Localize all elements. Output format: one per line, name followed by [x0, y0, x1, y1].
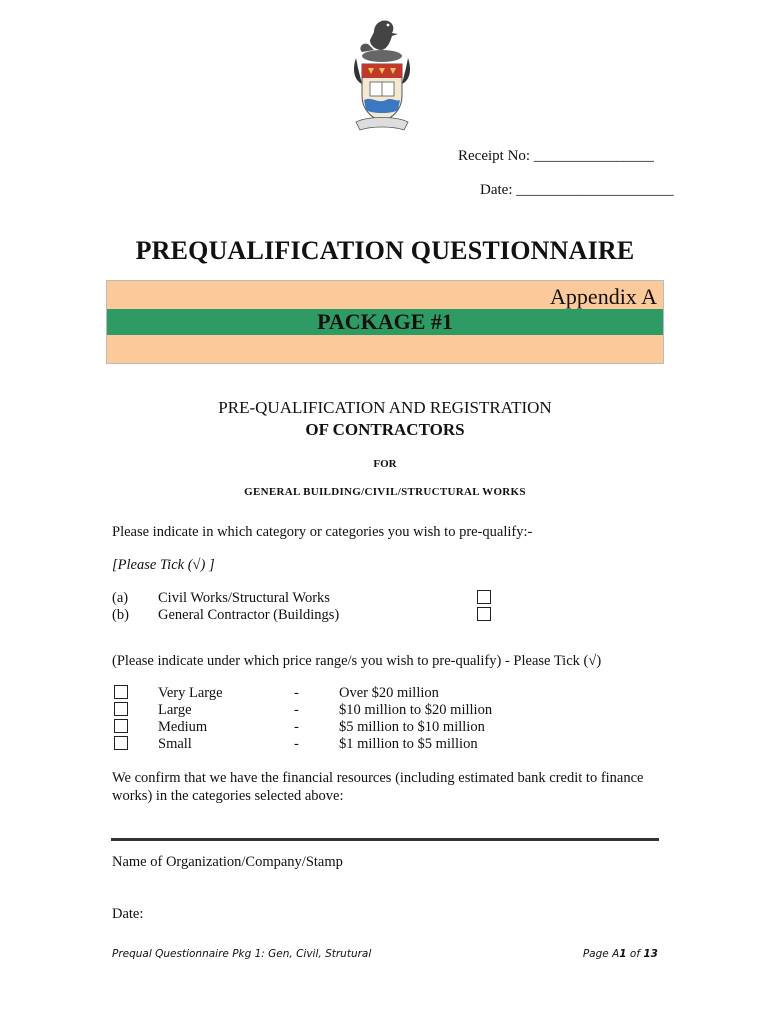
price-small-checkbox[interactable]: [114, 736, 128, 750]
price-range: Over $20 million: [339, 685, 439, 701]
university-crest-logo: [348, 14, 416, 134]
date-field-top: Date: _____________________: [480, 182, 674, 198]
category-b-letter: (b): [112, 607, 129, 623]
price-size: Medium: [158, 719, 208, 735]
price-size: Small: [158, 736, 192, 752]
subtitle-line2: OF CONTRACTORS: [305, 420, 465, 439]
price-medium-checkbox[interactable]: [114, 719, 128, 733]
confirm-line2: works) in the categories selected above:: [112, 788, 344, 804]
category-b-checkbox[interactable]: [477, 607, 491, 621]
page-title: PREQUALIFICATION QUESTIONNAIRE: [135, 236, 635, 265]
price-dash: -: [294, 702, 299, 718]
price-range: $5 million to $10 million: [339, 719, 485, 735]
subtitle-for: FOR: [373, 458, 397, 470]
receipt-number-field: Receipt No: ________________: [458, 148, 654, 164]
subtitle-works: GENERAL BUILDING/CIVIL/STRUCTURAL WORKS: [244, 486, 526, 498]
price-dash: -: [294, 685, 299, 701]
page-of: of: [626, 948, 644, 960]
category-prompt: Please indicate in which category or categories you wish to pre-qualify:-: [112, 524, 533, 540]
appendix-label: Appendix A: [550, 284, 657, 309]
footer-doc-name: Prequal Questionnaire Pkg 1: Gen, Civil, Strutural: [112, 948, 372, 960]
package-banner: [106, 280, 664, 364]
page-prefix: Page A: [582, 948, 620, 960]
confirm-line1: We confirm that we have the financial resources (including estimated bank credit to finance: [112, 770, 644, 786]
price-large-checkbox[interactable]: [114, 702, 128, 716]
price-size: Very Large: [158, 685, 223, 701]
price-dash: -: [294, 719, 299, 735]
date-label-bottom: Date:: [112, 906, 144, 922]
price-prompt: (Please indicate under which price range/s you wish to pre-qualify) - Please Tick (√): [112, 653, 602, 669]
price-range: $10 million to $20 million: [339, 702, 493, 718]
package-bar: [107, 309, 663, 335]
tick-note: [Please Tick (√) ]: [112, 557, 215, 573]
category-a-label: Civil Works/Structural Works: [158, 590, 330, 606]
price-dash: -: [294, 736, 299, 752]
price-very-large-checkbox[interactable]: [114, 685, 128, 699]
price-range: $1 million to $5 million: [339, 736, 478, 752]
package-label: PACKAGE #1: [317, 309, 453, 334]
organization-label: Name of Organization/Company/Stamp: [112, 854, 343, 870]
subtitle-line1: PRE-QUALIFICATION AND REGISTRATION: [218, 398, 552, 417]
page-current: 1: [619, 948, 627, 960]
page-total: 13: [643, 948, 658, 960]
footer-page-number: [583, 948, 658, 960]
price-size: Large: [158, 702, 192, 718]
category-a-letter: (a): [112, 590, 129, 606]
category-a-checkbox[interactable]: [477, 590, 491, 604]
signature-line: [111, 838, 659, 841]
category-b-label: General Contractor (Buildings): [158, 607, 340, 623]
